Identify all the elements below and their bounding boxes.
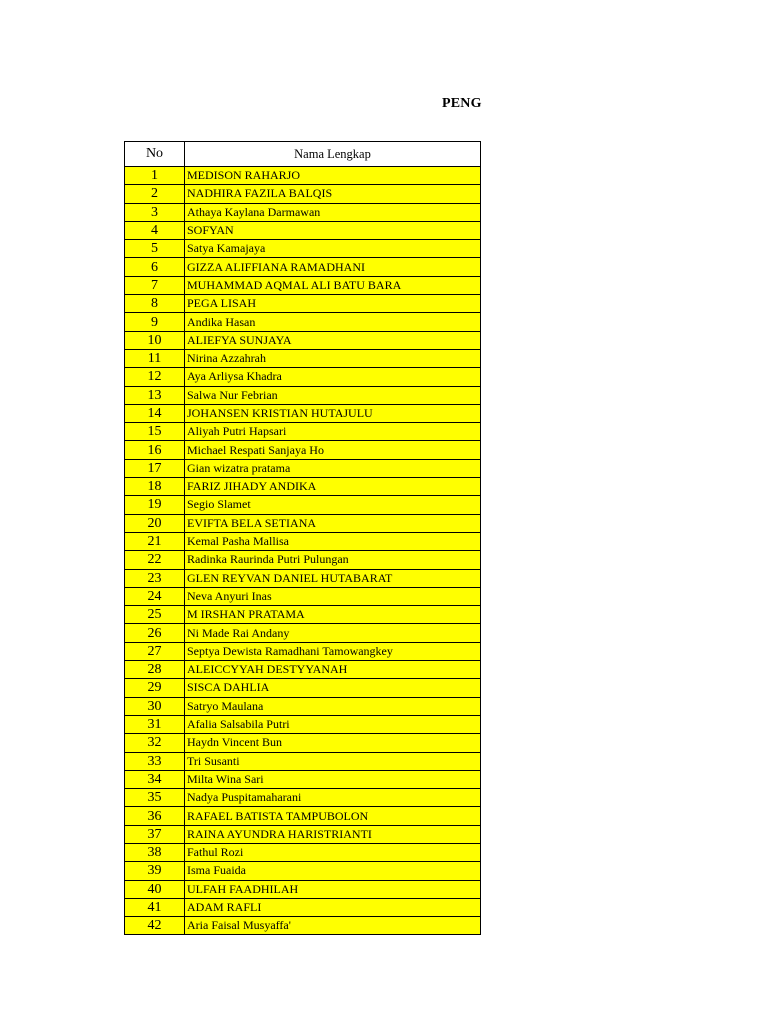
- table-row: [125, 313, 481, 331]
- full-name-cell: Radinka Raurinda Putri Pulungan: [185, 551, 481, 569]
- row-number-cell: 32: [125, 734, 185, 752]
- full-name-cell: JOHANSEN KRISTIAN HUTAJULU: [185, 404, 481, 422]
- row-number-cell: 31: [125, 715, 185, 733]
- full-name-cell: ADAM RAFLI: [185, 898, 481, 916]
- table-row: [125, 295, 481, 313]
- table-row: [125, 478, 481, 496]
- full-name-cell: NADHIRA FAZILA BALQIS: [185, 185, 481, 203]
- table-row: [125, 898, 481, 916]
- full-name-cell: RAINA AYUNDRA HARISTRIANTI: [185, 825, 481, 843]
- row-number-cell: 24: [125, 587, 185, 605]
- full-name-cell: Nirina Azzahrah: [185, 349, 481, 367]
- full-name-cell: Kemal Pasha Mallisa: [185, 532, 481, 550]
- table-row: [125, 349, 481, 367]
- full-name-cell: FARIZ JIHADY ANDIKA: [185, 478, 481, 496]
- table-row: [125, 404, 481, 422]
- table-row: [125, 770, 481, 788]
- row-number-cell: 16: [125, 441, 185, 459]
- table-row: [125, 551, 481, 569]
- table-row: [125, 843, 481, 861]
- table-row: [125, 441, 481, 459]
- row-number-cell: 33: [125, 752, 185, 770]
- row-number-cell: 15: [125, 423, 185, 441]
- row-number-cell: 41: [125, 898, 185, 916]
- table-row: [125, 862, 481, 880]
- full-name-cell: Aria Faisal Musyaffa': [185, 917, 481, 935]
- full-name-cell: EVIFTA BELA SETIANA: [185, 514, 481, 532]
- row-number-cell: 26: [125, 624, 185, 642]
- row-number-cell: 10: [125, 331, 185, 349]
- row-number-cell: 12: [125, 368, 185, 386]
- table-row: [125, 642, 481, 660]
- table-row: [125, 496, 481, 514]
- table-row: [125, 789, 481, 807]
- full-name-cell: Michael Respati Sanjaya Ho: [185, 441, 481, 459]
- table-row: [125, 606, 481, 624]
- document-title: PENG: [442, 96, 482, 111]
- column-header-no: No: [125, 142, 185, 167]
- full-name-cell: Aliyah Putri Hapsari: [185, 423, 481, 441]
- row-number-cell: 5: [125, 240, 185, 258]
- full-name-cell: Salwa Nur Febrian: [185, 386, 481, 404]
- full-name-cell: Fathul Rozi: [185, 843, 481, 861]
- full-name-cell: GLEN REYVAN DANIEL HUTABARAT: [185, 569, 481, 587]
- row-number-cell: 25: [125, 606, 185, 624]
- table-row: [125, 734, 481, 752]
- full-name-cell: SISCA DAHLIA: [185, 679, 481, 697]
- full-name-cell: Isma Fuaida: [185, 862, 481, 880]
- table-body: [125, 167, 481, 935]
- row-number-cell: 1: [125, 167, 185, 185]
- full-name-cell: Athaya Kaylana Darmawan: [185, 203, 481, 221]
- table-row: [125, 276, 481, 294]
- full-name-cell: SOFYAN: [185, 221, 481, 239]
- table-row: [125, 569, 481, 587]
- full-name-cell: MEDISON RAHARJO: [185, 167, 481, 185]
- table-row: [125, 203, 481, 221]
- row-number-cell: 36: [125, 807, 185, 825]
- full-name-cell: Septya Dewista Ramadhani Tamowangkey: [185, 642, 481, 660]
- full-name-cell: Gian wizatra pratama: [185, 459, 481, 477]
- table-row: [125, 679, 481, 697]
- table-row: [125, 459, 481, 477]
- table-row: [125, 587, 481, 605]
- row-number-cell: 20: [125, 514, 185, 532]
- row-number-cell: 35: [125, 789, 185, 807]
- full-name-cell: Aya Arliysa Khadra: [185, 368, 481, 386]
- full-name-cell: Haydn Vincent Bun: [185, 734, 481, 752]
- full-name-cell: Tri Susanti: [185, 752, 481, 770]
- table-row: [125, 752, 481, 770]
- row-number-cell: 14: [125, 404, 185, 422]
- full-name-cell: GIZZA ALIFFIANA RAMADHANI: [185, 258, 481, 276]
- row-number-cell: 42: [125, 917, 185, 935]
- row-number-cell: 17: [125, 459, 185, 477]
- table-row: [125, 331, 481, 349]
- row-number-cell: 6: [125, 258, 185, 276]
- table-row: [125, 368, 481, 386]
- table-row: [125, 185, 481, 203]
- full-name-cell: Satya Kamajaya: [185, 240, 481, 258]
- row-number-cell: 38: [125, 843, 185, 861]
- table-row: [125, 423, 481, 441]
- full-name-cell: Andika Hasan: [185, 313, 481, 331]
- student-table: [124, 141, 481, 935]
- row-number-cell: 13: [125, 386, 185, 404]
- row-number-cell: 11: [125, 349, 185, 367]
- row-number-cell: 23: [125, 569, 185, 587]
- full-name-cell: Neva Anyuri Inas: [185, 587, 481, 605]
- row-number-cell: 29: [125, 679, 185, 697]
- full-name-cell: Afalia Salsabila Putri: [185, 715, 481, 733]
- row-number-cell: 21: [125, 532, 185, 550]
- full-name-cell: ALEICCYYAH DESTYYANAH: [185, 661, 481, 679]
- table-header-row: [125, 142, 481, 167]
- full-name-cell: Nadya Puspitamaharani: [185, 789, 481, 807]
- full-name-cell: MUHAMMAD AQMAL ALI BATU BARA: [185, 276, 481, 294]
- full-name-cell: RAFAEL BATISTA TAMPUBOLON: [185, 807, 481, 825]
- table-row: [125, 167, 481, 185]
- row-number-cell: 9: [125, 313, 185, 331]
- table-row: [125, 258, 481, 276]
- row-number-cell: 28: [125, 661, 185, 679]
- row-number-cell: 22: [125, 551, 185, 569]
- row-number-cell: 4: [125, 221, 185, 239]
- full-name-cell: M IRSHAN PRATAMA: [185, 606, 481, 624]
- table-row: [125, 715, 481, 733]
- table-row: [125, 240, 481, 258]
- full-name-cell: Ni Made Rai Andany: [185, 624, 481, 642]
- row-number-cell: 18: [125, 478, 185, 496]
- full-name-cell: ULFAH FAADHILAH: [185, 880, 481, 898]
- table-row: [125, 532, 481, 550]
- table-row: [125, 880, 481, 898]
- table-row: [125, 807, 481, 825]
- row-number-cell: 19: [125, 496, 185, 514]
- full-name-cell: Milta Wina Sari: [185, 770, 481, 788]
- column-header-name: Nama Lengkap: [185, 142, 481, 167]
- row-number-cell: 39: [125, 862, 185, 880]
- table-row: [125, 661, 481, 679]
- row-number-cell: 2: [125, 185, 185, 203]
- full-name-cell: Satryo Maulana: [185, 697, 481, 715]
- table-row: [125, 697, 481, 715]
- table-row: [125, 825, 481, 843]
- full-name-cell: Segio Slamet: [185, 496, 481, 514]
- table-row: [125, 221, 481, 239]
- row-number-cell: 3: [125, 203, 185, 221]
- full-name-cell: ALIEFYA SUNJAYA: [185, 331, 481, 349]
- table-row: [125, 514, 481, 532]
- row-number-cell: 7: [125, 276, 185, 294]
- full-name-cell: PEGA LISAH: [185, 295, 481, 313]
- row-number-cell: 8: [125, 295, 185, 313]
- row-number-cell: 27: [125, 642, 185, 660]
- table-row: [125, 917, 481, 935]
- row-number-cell: 34: [125, 770, 185, 788]
- row-number-cell: 40: [125, 880, 185, 898]
- table-row: [125, 624, 481, 642]
- row-number-cell: 37: [125, 825, 185, 843]
- row-number-cell: 30: [125, 697, 185, 715]
- table-row: [125, 386, 481, 404]
